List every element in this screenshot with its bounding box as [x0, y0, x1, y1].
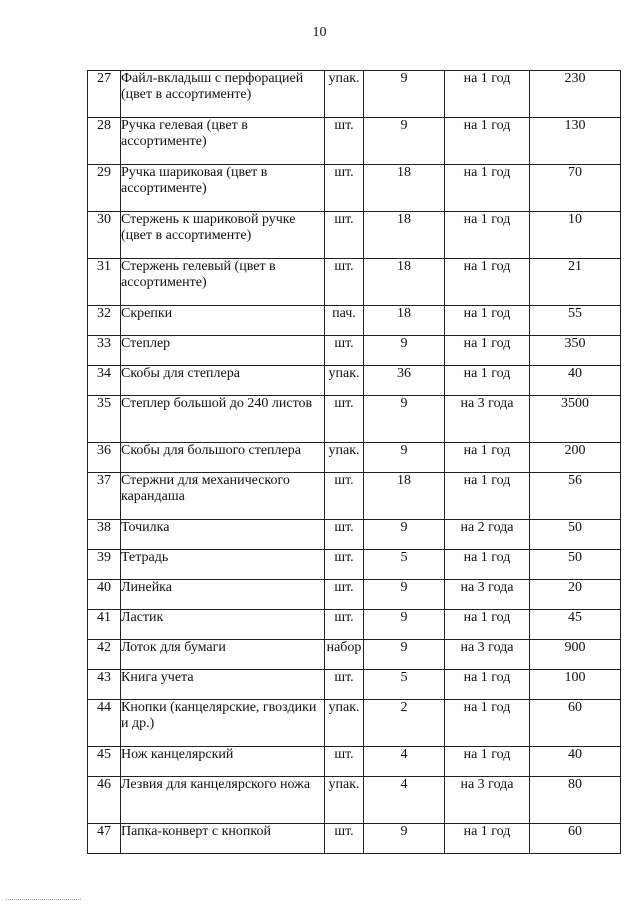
unit-of-measure-cell: шт. [325, 473, 364, 520]
quantity-cell: 18 [364, 259, 445, 306]
usage-period-cell: на 3 года [445, 580, 530, 610]
usage-period-cell: на 1 год [445, 473, 530, 520]
table-row [88, 336, 621, 366]
price-cell: 80 [530, 777, 621, 824]
item-name-cell: Лоток для бумаги [121, 640, 325, 670]
price-cell: 20 [530, 580, 621, 610]
row-number-cell: 43 [88, 670, 121, 700]
item-name-cell: Нож канцелярский [121, 747, 325, 777]
quantity-cell: 18 [364, 473, 445, 520]
price-cell: 21 [530, 259, 621, 306]
usage-period-cell: на 1 год [445, 366, 530, 396]
quantity-cell: 9 [364, 443, 445, 473]
table-row [88, 520, 621, 550]
table-row [88, 700, 621, 747]
price-cell: 100 [530, 670, 621, 700]
unit-of-measure-cell: упак. [325, 777, 364, 824]
table-row [88, 824, 621, 854]
row-number-cell: 44 [88, 700, 121, 747]
unit-of-measure-cell: шт. [325, 396, 364, 443]
row-number-cell: 38 [88, 520, 121, 550]
unit-of-measure-cell: шт. [325, 336, 364, 366]
table-row [88, 71, 621, 118]
unit-of-measure-cell: шт. [325, 747, 364, 777]
quantity-cell: 9 [364, 396, 445, 443]
table-row [88, 366, 621, 396]
price-cell: 230 [530, 71, 621, 118]
item-name-cell: Степлер [121, 336, 325, 366]
item-name-cell: Кнопки (канцелярские, гвоздики и др.) [121, 700, 325, 747]
unit-of-measure-cell: упак. [325, 366, 364, 396]
quantity-cell: 9 [364, 824, 445, 854]
usage-period-cell: на 2 года [445, 520, 530, 550]
usage-period-cell: на 1 год [445, 118, 530, 165]
item-name-cell: Лезвия для канцелярского ножа [121, 777, 325, 824]
supplies-table [87, 70, 621, 854]
row-number-cell: 31 [88, 259, 121, 306]
price-cell: 3500 [530, 396, 621, 443]
table-row [88, 212, 621, 259]
quantity-cell: 4 [364, 777, 445, 824]
unit-of-measure-cell: шт. [325, 824, 364, 854]
table-row [88, 550, 621, 580]
usage-period-cell: на 1 год [445, 824, 530, 854]
item-name-cell: Книга учета [121, 670, 325, 700]
row-number-cell: 45 [88, 747, 121, 777]
usage-period-cell: на 1 год [445, 670, 530, 700]
usage-period-cell: на 1 год [445, 259, 530, 306]
footer-rule [6, 899, 81, 900]
quantity-cell: 9 [364, 610, 445, 640]
row-number-cell: 32 [88, 306, 121, 336]
table-row [88, 670, 621, 700]
usage-period-cell: на 3 года [445, 396, 530, 443]
quantity-cell: 36 [364, 366, 445, 396]
price-cell: 200 [530, 443, 621, 473]
unit-of-measure-cell: пач. [325, 306, 364, 336]
price-cell: 130 [530, 118, 621, 165]
unit-of-measure-cell: упак. [325, 700, 364, 747]
table-row [88, 443, 621, 473]
row-number-cell: 28 [88, 118, 121, 165]
table-row [88, 777, 621, 824]
usage-period-cell: на 1 год [445, 165, 530, 212]
unit-of-measure-cell: упак. [325, 71, 364, 118]
page-number: 10 [312, 25, 327, 40]
price-cell: 45 [530, 610, 621, 640]
unit-of-measure-cell: шт. [325, 550, 364, 580]
unit-of-measure-cell: упак. [325, 443, 364, 473]
table-row [88, 306, 621, 336]
usage-period-cell: на 3 года [445, 777, 530, 824]
row-number-cell: 33 [88, 336, 121, 366]
price-cell: 60 [530, 824, 621, 854]
quantity-cell: 18 [364, 212, 445, 259]
price-cell: 40 [530, 747, 621, 777]
item-name-cell: Скобы для степлера [121, 366, 325, 396]
table-row [88, 396, 621, 443]
unit-of-measure-cell: шт. [325, 259, 364, 306]
price-cell: 55 [530, 306, 621, 336]
price-cell: 60 [530, 700, 621, 747]
item-name-cell: Ручка гелевая (цвет в ассортименте) [121, 118, 325, 165]
row-number-cell: 30 [88, 212, 121, 259]
quantity-cell: 9 [364, 336, 445, 366]
price-cell: 10 [530, 212, 621, 259]
price-cell: 40 [530, 366, 621, 396]
table-row [88, 747, 621, 777]
item-name-cell: Ручка шариковая (цвет в ассортименте) [121, 165, 325, 212]
usage-period-cell: на 1 год [445, 747, 530, 777]
quantity-cell: 18 [364, 306, 445, 336]
usage-period-cell: на 1 год [445, 610, 530, 640]
quantity-cell: 9 [364, 640, 445, 670]
usage-period-cell: на 3 года [445, 640, 530, 670]
unit-of-measure-cell: шт. [325, 610, 364, 640]
usage-period-cell: на 1 год [445, 550, 530, 580]
row-number-cell: 46 [88, 777, 121, 824]
unit-of-measure-cell: шт. [325, 212, 364, 259]
usage-period-cell: на 1 год [445, 443, 530, 473]
item-name-cell: Папка-конверт с кнопкой [121, 824, 325, 854]
price-cell: 50 [530, 520, 621, 550]
unit-of-measure-cell: шт. [325, 118, 364, 165]
table-row [88, 580, 621, 610]
row-number-cell: 34 [88, 366, 121, 396]
quantity-cell: 9 [364, 520, 445, 550]
row-number-cell: 29 [88, 165, 121, 212]
price-cell: 56 [530, 473, 621, 520]
item-name-cell: Тетрадь [121, 550, 325, 580]
quantity-cell: 18 [364, 165, 445, 212]
table-row [88, 610, 621, 640]
usage-period-cell: на 1 год [445, 700, 530, 747]
quantity-cell: 5 [364, 670, 445, 700]
quantity-cell: 9 [364, 580, 445, 610]
item-name-cell: Точилка [121, 520, 325, 550]
item-name-cell: Стержни для механического карандаша [121, 473, 325, 520]
quantity-cell: 9 [364, 71, 445, 118]
row-number-cell: 41 [88, 610, 121, 640]
price-cell: 50 [530, 550, 621, 580]
usage-period-cell: на 1 год [445, 336, 530, 366]
row-number-cell: 42 [88, 640, 121, 670]
item-name-cell: Ластик [121, 610, 325, 640]
table-row [88, 640, 621, 670]
usage-period-cell: на 1 год [445, 212, 530, 259]
row-number-cell: 40 [88, 580, 121, 610]
usage-period-cell: на 1 год [445, 71, 530, 118]
unit-of-measure-cell: набор [325, 640, 364, 670]
item-name-cell: Скрепки [121, 306, 325, 336]
usage-period-cell: на 1 год [445, 306, 530, 336]
item-name-cell: Скобы для большого степлера [121, 443, 325, 473]
unit-of-measure-cell: шт. [325, 580, 364, 610]
quantity-cell: 2 [364, 700, 445, 747]
table-row [88, 165, 621, 212]
row-number-cell: 27 [88, 71, 121, 118]
price-cell: 70 [530, 165, 621, 212]
price-cell: 900 [530, 640, 621, 670]
row-number-cell: 36 [88, 443, 121, 473]
item-name-cell: Файл-вкладыш с перфорацией (цвет в ассортименте) [121, 71, 325, 118]
supplies-table-body [88, 71, 621, 854]
item-name-cell: Линейка [121, 580, 325, 610]
item-name-cell: Стержень к шариковой ручке (цвет в ассортименте) [121, 212, 325, 259]
table-row [88, 473, 621, 520]
unit-of-measure-cell: шт. [325, 670, 364, 700]
row-number-cell: 39 [88, 550, 121, 580]
row-number-cell: 37 [88, 473, 121, 520]
row-number-cell: 47 [88, 824, 121, 854]
item-name-cell: Степлер большой до 240 листов [121, 396, 325, 443]
table-row [88, 118, 621, 165]
quantity-cell: 4 [364, 747, 445, 777]
table-row [88, 259, 621, 306]
item-name-cell: Стержень гелевый (цвет в ассортименте) [121, 259, 325, 306]
unit-of-measure-cell: шт. [325, 165, 364, 212]
quantity-cell: 5 [364, 550, 445, 580]
unit-of-measure-cell: шт. [325, 520, 364, 550]
quantity-cell: 9 [364, 118, 445, 165]
row-number-cell: 35 [88, 396, 121, 443]
price-cell: 350 [530, 336, 621, 366]
